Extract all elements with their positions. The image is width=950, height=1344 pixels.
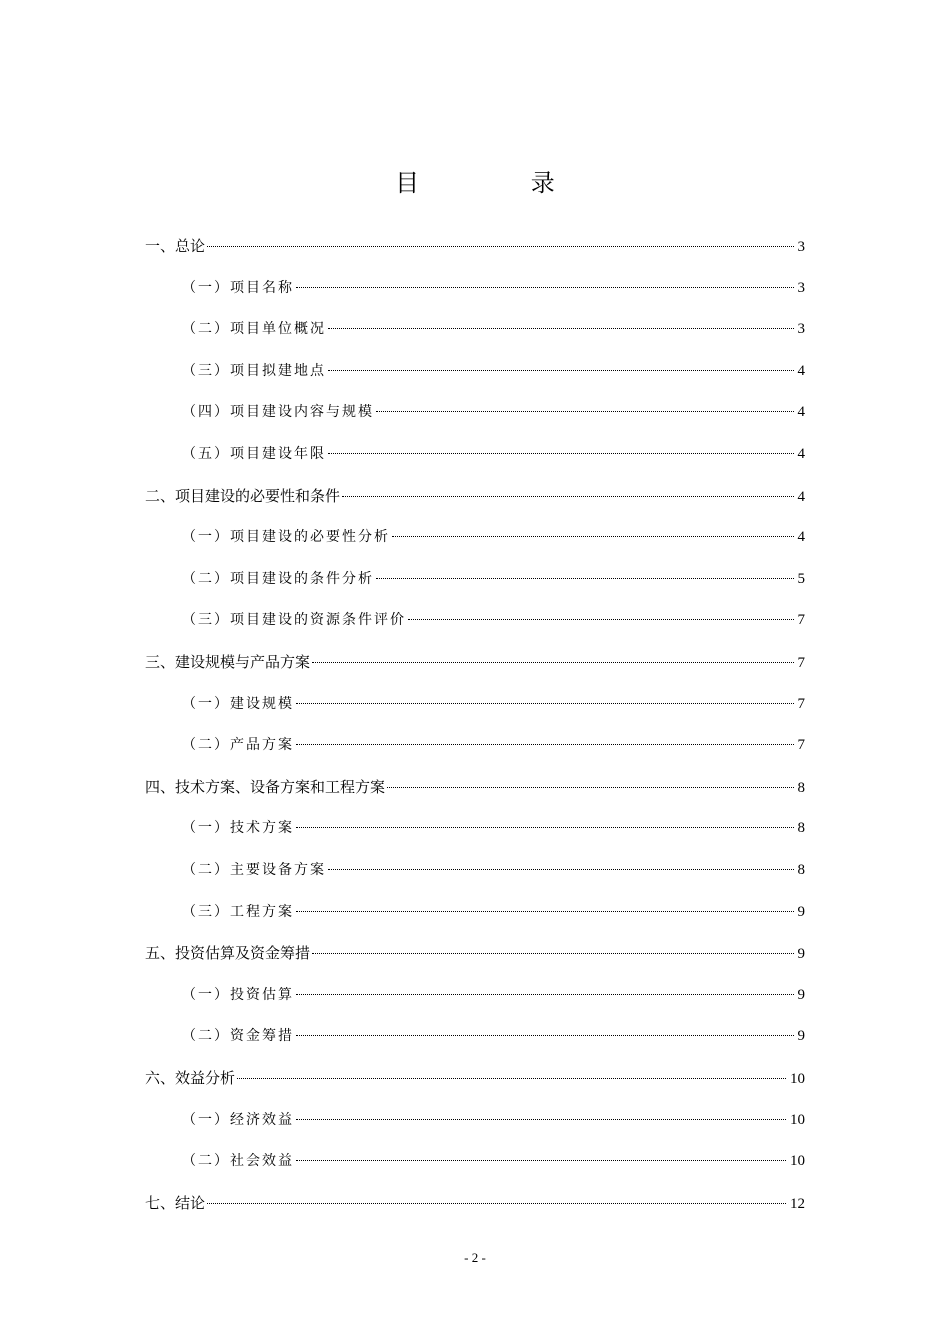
toc-section-entry[interactable] [182,1025,805,1047]
toc-entry-label: （一）经济效益 [182,1112,294,1128]
toc-section-entry[interactable] [182,401,805,423]
toc-page-number: 10 [790,1153,805,1169]
toc-chapter-entry[interactable] [145,1192,805,1214]
toc-page-number: 12 [790,1196,805,1212]
toc-chapter-entry[interactable] [145,1067,805,1089]
toc-page-number: 7 [797,737,805,753]
toc-entry-label: （二）项目建设的条件分析 [182,571,374,587]
toc-section-entry[interactable] [182,277,805,299]
toc-chapter-entry[interactable] [145,651,805,673]
toc-section-entry[interactable] [182,817,805,839]
toc-section-entry[interactable] [182,901,805,923]
toc-entry-label: （二）社会效益 [182,1153,294,1169]
toc-dot-leader [392,536,794,537]
toc-section-entry[interactable] [182,859,805,881]
toc-page-number: 4 [797,404,805,420]
toc-dot-leader [312,662,793,663]
toc-page-number: 4 [797,489,805,505]
toc-entry-label: 四、技术方案、设备方案和工程方案 [145,778,386,796]
toc-dot-leader [376,578,794,579]
toc-entry-label: 六、效益分析 [145,1069,236,1087]
toc-section-entry[interactable] [182,609,805,631]
toc-page-number: 10 [790,1112,805,1128]
toc-dot-leader [328,328,794,329]
toc-dot-leader [312,953,793,954]
toc-page-number: 8 [797,862,805,878]
toc-entry-label: （二）产品方案 [182,737,294,753]
toc-section-entry[interactable] [182,568,805,590]
toc-section-entry[interactable] [182,693,805,715]
toc-page-number: 3 [797,280,805,296]
toc-entry-label: （一）技术方案 [182,820,294,836]
toc-dot-leader [296,287,794,288]
toc-dot-leader [296,911,794,912]
toc-page-number: 8 [797,820,805,836]
toc-dot-leader [408,619,794,620]
toc-page-number: 9 [797,904,805,920]
toc-entry-label: 七、结论 [145,1194,206,1212]
toc-entry-label: （一）项目建设的必要性分析 [182,529,390,545]
toc-page-number: 9 [797,987,805,1003]
toc-section-entry[interactable] [182,1109,805,1131]
toc-entry-label: （一）项目名称 [182,280,294,296]
toc-entry-label: （二）主要设备方案 [182,862,326,878]
toc-section-entry[interactable] [182,526,805,548]
toc-chapter-entry[interactable] [145,485,805,507]
toc-entry-label: （五）项目建设年限 [182,446,326,462]
toc-page-number: 8 [797,780,805,796]
toc-page-number: 7 [797,612,805,628]
toc-dot-leader [207,246,793,247]
toc-section-entry[interactable] [182,443,805,465]
toc-dot-leader [296,744,794,745]
toc-entry-label: 五、投资估算及资金筹措 [145,944,311,962]
toc-entry-label: （一）建设规模 [182,696,294,712]
toc-page-number: 4 [797,363,805,379]
toc-dot-leader [296,1119,786,1120]
toc-entry-label: （三）工程方案 [182,904,294,920]
toc-dot-leader [328,453,794,454]
toc-dot-leader [387,787,793,788]
toc-dot-leader [296,1035,794,1036]
toc-dot-leader [207,1203,786,1204]
toc-section-entry[interactable] [182,318,805,340]
page-title: 目 录 [395,169,607,197]
toc-chapter-entry[interactable] [145,776,805,798]
toc-dot-leader [328,869,794,870]
toc-chapter-entry[interactable] [145,942,805,964]
toc-page-number: 10 [790,1071,805,1087]
toc-chapter-entry[interactable] [145,235,805,257]
toc-entry-label: 一、总论 [145,237,206,255]
toc-page-number: 9 [797,946,805,962]
toc-section-entry[interactable] [182,984,805,1006]
toc-entry-label: 三、建设规模与产品方案 [145,653,311,671]
toc-page-number: 7 [797,655,805,671]
toc-dot-leader [296,1160,786,1161]
toc-page-number: 5 [797,571,805,587]
toc-dot-leader [296,703,794,704]
toc-dot-leader [237,1078,786,1079]
toc-page-number: 4 [797,529,805,545]
toc-page-number: 9 [797,1028,805,1044]
toc-page-number: 7 [797,696,805,712]
toc-page-number: 3 [797,321,805,337]
toc-dot-leader [296,994,794,995]
toc-dot-leader [376,411,794,412]
toc-entry-label: （一）投资估算 [182,987,294,1003]
toc-section-entry[interactable] [182,734,805,756]
toc-page-number: 4 [797,446,805,462]
toc-entry-label: （三）项目建设的资源条件评价 [182,612,406,628]
toc-entry-label: （二）资金筹措 [182,1028,294,1044]
toc-entry-label: （三）项目拟建地点 [182,363,326,379]
toc-entry-label: 二、项目建设的必要性和条件 [145,487,341,505]
toc-entry-label: （四）项目建设内容与规模 [182,404,374,420]
toc-dot-leader [296,827,794,828]
toc-page-number: 3 [797,239,805,255]
toc-section-entry[interactable] [182,1150,805,1172]
toc-entry-label: （二）项目单位概况 [182,321,326,337]
toc-section-entry[interactable] [182,360,805,382]
page-number-footer: - 2 - [464,1250,486,1265]
toc-dot-leader [342,496,793,497]
toc-dot-leader [328,370,794,371]
